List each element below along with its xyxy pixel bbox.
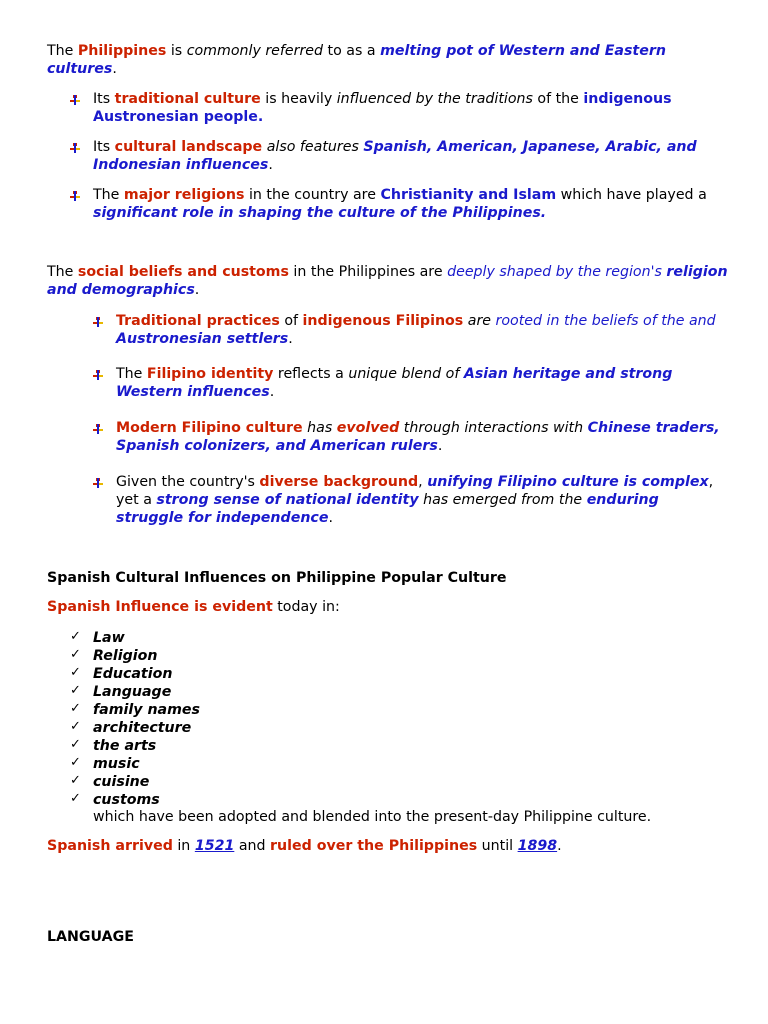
intro-paragraph [47,42,737,78]
list-item: cuisine [93,774,150,790]
list-item: architecture [93,720,192,736]
check-icon: ✓ [70,647,81,662]
check-icon: ✓ [70,773,81,788]
list-item: customs [93,792,160,808]
list-item: Language [93,684,172,700]
bullet-icon [93,424,103,434]
language-heading: LANGUAGE [47,929,134,945]
intro-text: to as a [323,43,381,59]
list-item: music [93,756,140,772]
check-icon: ✓ [70,719,81,734]
bullet-icon [93,478,103,488]
bullet-major-religions: The major religions in the country are Christianity and Islam which have played a significant role in shaping the culture of the Philippines. [93,187,707,221]
intro-text: is [166,43,187,59]
bullet-cultural-landscape: Its cultural landscape also features Spanish, American, Japanese, Arabic, and Indonesian influences. [93,139,697,173]
check-icon: ✓ [70,755,81,770]
bullet-icon [93,370,103,380]
bullet-modern-culture: Modern Filipino culture has evolved through interactions with Chinese traders, Spanish colonizers, and American rulers. [116,420,720,454]
bullet-diverse-background: Given the country's diverse background, unifying Filipino culture is complex, yet a strong sense of national identity has emerged from the enduring struggle for independence. [116,474,714,526]
intro-commonly: commonly referred [186,43,324,59]
year-1521-link[interactable]: 1521 [194,838,235,854]
intro-philippines: Philippines [77,43,167,59]
list-item: family names [93,702,200,718]
list-item: Education [93,666,173,682]
check-icon: ✓ [70,791,81,806]
check-icon: ✓ [70,629,81,644]
intro-text: The [47,43,78,59]
arrived-line: Spanish arrived in 1521 and ruled over the Philippines until 1898. [47,838,562,854]
check-icon: ✓ [70,683,81,698]
intro-melting-pot: melting pot of Western and Eastern cultures [47,43,666,77]
bullet-icon [70,143,80,153]
list-item: Law [93,630,125,646]
check-icon: ✓ [70,701,81,716]
list-item: Religion [93,648,158,664]
bullet-icon [70,191,80,201]
evident-line: Spanish Influence is evident today in: [47,599,340,615]
spanish-heading: Spanish Cultural Influences on Philippine Popular Culture [47,570,507,586]
intro-text: . [112,61,117,77]
social-paragraph: The social beliefs and customs in the Philippines are deeply shaped by the region's religion and demographics. [47,264,728,298]
year-1898-link[interactable]: 1898 [517,838,558,854]
bullet-icon [70,95,80,105]
check-icon: ✓ [70,665,81,680]
bullet-traditional-practices: Traditional practices of indigenous Filipinos are rooted in the beliefs of the and Austronesian settlers. [116,313,716,347]
bullet-filipino-identity: The Filipino identity reflects a unique blend of Asian heritage and strong Western influences. [116,366,673,400]
bullet-traditional-culture: Its traditional culture is heavily influenced by the traditions of the indigenous Austronesian people. [93,91,672,125]
check-icon: ✓ [70,737,81,752]
bullet-icon [93,317,103,327]
list-item: the arts [93,738,157,754]
list-tail: which have been adopted and blended into the present-day Philippine culture. [93,809,652,825]
